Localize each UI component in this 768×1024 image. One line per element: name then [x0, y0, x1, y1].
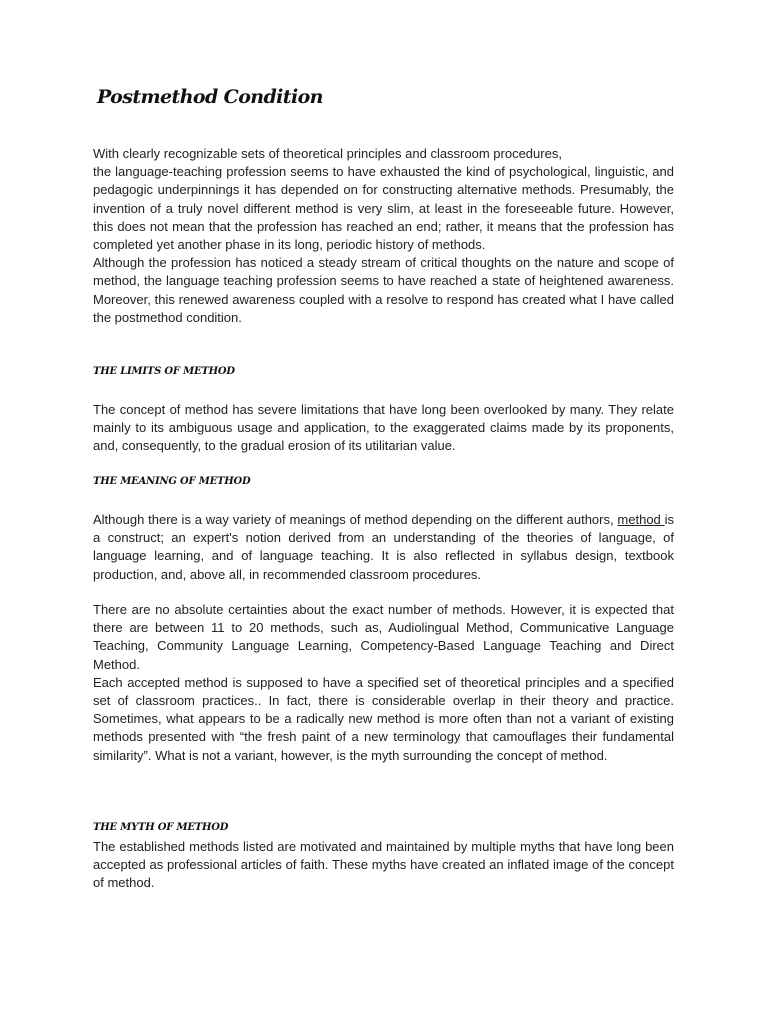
heading-myth-of-method: THE MYTH OF METHOD [93, 822, 229, 833]
intro-paragraph-2: Although the profession has noticed a steady stream of critical thoughts on the nature and scope of method, the language teaching profession seems to have reached a state of heightened awareness. Moreover, this renewed awareness coupled with a resolve to respond has created what I have called the postmethod condition. [93, 255, 674, 325]
page-title: Postmethod Condition [97, 86, 323, 108]
limits-paragraph: The concept of method has severe limitations that have long been overlooked by many. They relate mainly to its ambiguous usage and application, to the exaggerated claims made by its proponents, and, consequently, to the gradual erosion of its utilitarian value. [93, 402, 674, 454]
intro-paragraph: the language-teaching profession seems to have exhausted the kind of psychological, linguistic, and pedagogic underpinnings it has depended on for constructing alternative methods. Presumably, the invention of a truly novel different method is very slim, at least in the foreseeable future. However, this does not mean that the profession has reached an end; rather, it means that the profession has completed yet another phase in its long, periodic history of methods. [93, 164, 674, 253]
meaning-paragraph-3: Each accepted method is supposed to have a specified set of theoretical principles and a specified set of classroom practices.. In fact, there is considerable overlap in their theory and practice. Sometimes, what appears to be a radically new method is more often than not a variant of existing methods presented with “the fresh paint of a new terminology that camouflages their fundamental similarity”. What is not a variant, however, is the myth surrounding the concept of method. [93, 674, 674, 763]
method-underlined: method [617, 512, 665, 527]
meaning-paragraph-1 [93, 511, 674, 584]
heading-limits-of-method: THE LIMITS OF METHOD [93, 366, 235, 377]
limits-section [93, 401, 674, 456]
meaning-paragraph-2: There are no absolute certainties about the exact number of methods. However, it is expected that there are between 11 to 20 methods, such as, Audiolingual Method, Communicative Language Teaching, Community Language Learning, Competency-Based Language Teaching and Direct Method. [93, 602, 674, 672]
intro-section [93, 145, 674, 327]
meaning-section [93, 511, 674, 584]
myth-section [93, 838, 674, 893]
meaning-p1-start: Although there is a way variety of meanings of method depending on the different authors, [93, 512, 614, 527]
meaning-p1-rest: is a construct; an expert's notion derived from an understanding of the theories of language, of language learning, and of language teaching. It is also reflected in syllabus design, textbook production, and, above all, in recommended classroom procedures. [93, 512, 674, 582]
intro-first-line: With clearly recognizable sets of theoretical principles and classroom procedures, [93, 146, 562, 161]
meaning-section-2 [93, 601, 674, 765]
heading-meaning-of-method: THE MEANING OF METHOD [93, 476, 251, 487]
myth-paragraph: The established methods listed are motivated and maintained by multiple myths that have long been accepted as professional articles of faith. These myths have created an inflated image of the concept of method. [93, 839, 674, 891]
